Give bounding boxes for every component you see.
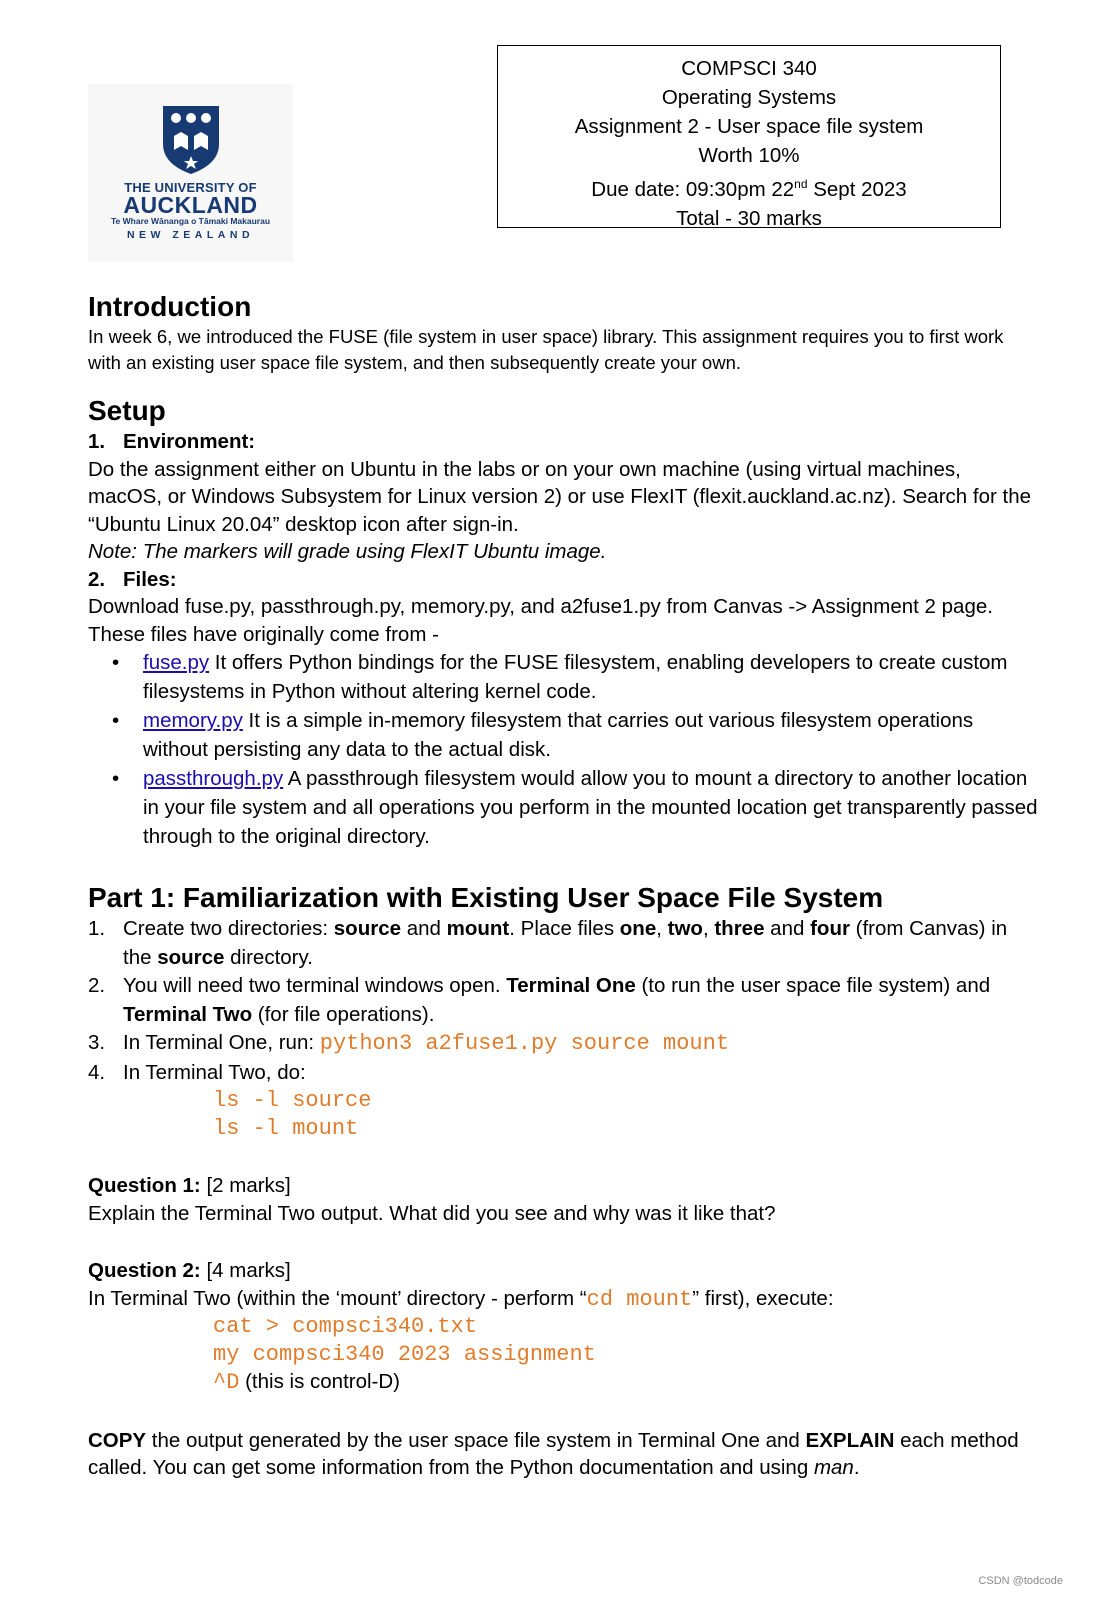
university-logo bbox=[88, 84, 293, 262]
files-text: Download fuse.py, passthrough.py, memory.py, and a2fuse1.py from Canvas -> Assignment 2 page. bbox=[88, 595, 993, 618]
due-date: Due date: 09:30pm 22nd Sept 2023 bbox=[591, 177, 907, 201]
assignment-header-box bbox=[497, 45, 1001, 228]
passthrough-py-link[interactable]: passthrough.py bbox=[143, 767, 284, 790]
step-2: 2. You will need two terminal windows open. Terminal One (to run the user space file system) and Terminal Two (for file operations). bbox=[88, 974, 991, 1026]
files-list bbox=[88, 648, 1038, 851]
cd-mount-code: cd mount bbox=[586, 1286, 693, 1312]
total-marks: Total - 30 marks bbox=[676, 206, 822, 230]
list-item: • passthrough.py A passthrough filesystem would allow you to mount a directory to another location in your file system and all operations you perform in the mounted location get transparently passed through to the original directory. bbox=[112, 767, 1038, 848]
memory-py-link[interactable]: memory.py bbox=[143, 709, 243, 732]
part1-steps bbox=[88, 915, 1038, 1087]
environment-heading: 1. Environment: bbox=[88, 430, 256, 453]
input-text-code: my compsci340 2023 assignment bbox=[213, 1341, 596, 1367]
logo-line-4: NEW ZEALAND bbox=[126, 229, 255, 241]
assignment-worth: Worth 10% bbox=[698, 144, 800, 167]
document-body bbox=[88, 290, 1038, 1482]
assignment-title: Assignment 2 - User space file system bbox=[574, 115, 924, 138]
course-code: COMPSCI 340 bbox=[681, 57, 817, 80]
environment-note: Note: The markers will grade using FlexIT Ubuntu image. bbox=[88, 540, 607, 563]
list-item: • memory.py It is a simple in-memory filesystem that carries out various filesystem operations without persisting any data to the actual disk. bbox=[112, 709, 974, 761]
ls-source-code: ls -l source bbox=[213, 1088, 372, 1113]
cat-command-code: cat > compsci340.txt bbox=[213, 1314, 478, 1339]
question-2-heading: Question 2: [4 marks] bbox=[88, 1259, 291, 1282]
list-item: • fuse.py It offers Python bindings for the FUSE filesystem, enabling developers to create custom filesystems in Python without altering kernel code. bbox=[112, 651, 1008, 703]
question-1-heading: Question 1: [2 marks] bbox=[88, 1174, 291, 1197]
watermark: CSDN @todcode bbox=[978, 1575, 1063, 1587]
logo-line-1: THE UNIVERSITY OF bbox=[124, 180, 257, 195]
intro-text: In week 6, we introduced the FUSE (file system in user space) library. This assignment requires you to first work with an existing user space file system, and then subsequently create your own. bbox=[88, 326, 1004, 373]
environment-text: Do the assignment either on Ubuntu in the labs or on your own machine (using virtual machines, macOS, or Windows Subsystem for Linux version 2) or use FlexIT (flexit.auckland.ac.nz). Search for the “Ubuntu Linux 20.04” desktop icon after sign-in. bbox=[88, 457, 1031, 536]
logo-line-2: AUCKLAND bbox=[123, 192, 258, 218]
question-2-text: In Terminal Two (within the ‘mount’ directory - perform “cd mount” first), execute: bbox=[88, 1286, 834, 1312]
logo-line-3: Te Whare Wānanga o Tāmaki Makaurau bbox=[110, 216, 271, 226]
step-1: 1. Create two directories: source and mount. Place files one, two, three and four (from Canvas) in the source directory. bbox=[88, 917, 1008, 969]
files-origin: These files have originally come from - bbox=[88, 622, 439, 646]
run-command-code: python3 a2fuse1.py source mount bbox=[319, 1031, 730, 1056]
intro-heading: Introduction bbox=[88, 291, 252, 322]
question-2-code-block bbox=[88, 1313, 1038, 1397]
step4-code-block bbox=[88, 1087, 1038, 1142]
copy-instruction: COPY the output generated by the user space file system in Terminal One and EXPLAIN each method called. You can get some information from the Python documentation and using man. bbox=[88, 1428, 1019, 1479]
setup-heading: Setup bbox=[88, 395, 166, 426]
ls-mount-code: ls -l mount bbox=[213, 1115, 359, 1141]
course-subject: Operating Systems bbox=[661, 86, 837, 109]
files-heading: 2. Files: bbox=[88, 567, 177, 591]
control-d-line: ^D (this is control-D) bbox=[213, 1370, 401, 1395]
part1-heading: Part 1: Familiarization with Existing User Space File System bbox=[88, 882, 884, 913]
fuse-py-link[interactable]: fuse.py bbox=[143, 651, 210, 674]
question-1-text: Explain the Terminal Two output. What did you see and why was it like that? bbox=[88, 1201, 776, 1225]
step-4: 4. In Terminal Two, do: bbox=[88, 1060, 306, 1084]
step-3: 3. In Terminal One, run: python3 a2fuse1.py source mount bbox=[88, 1031, 730, 1056]
